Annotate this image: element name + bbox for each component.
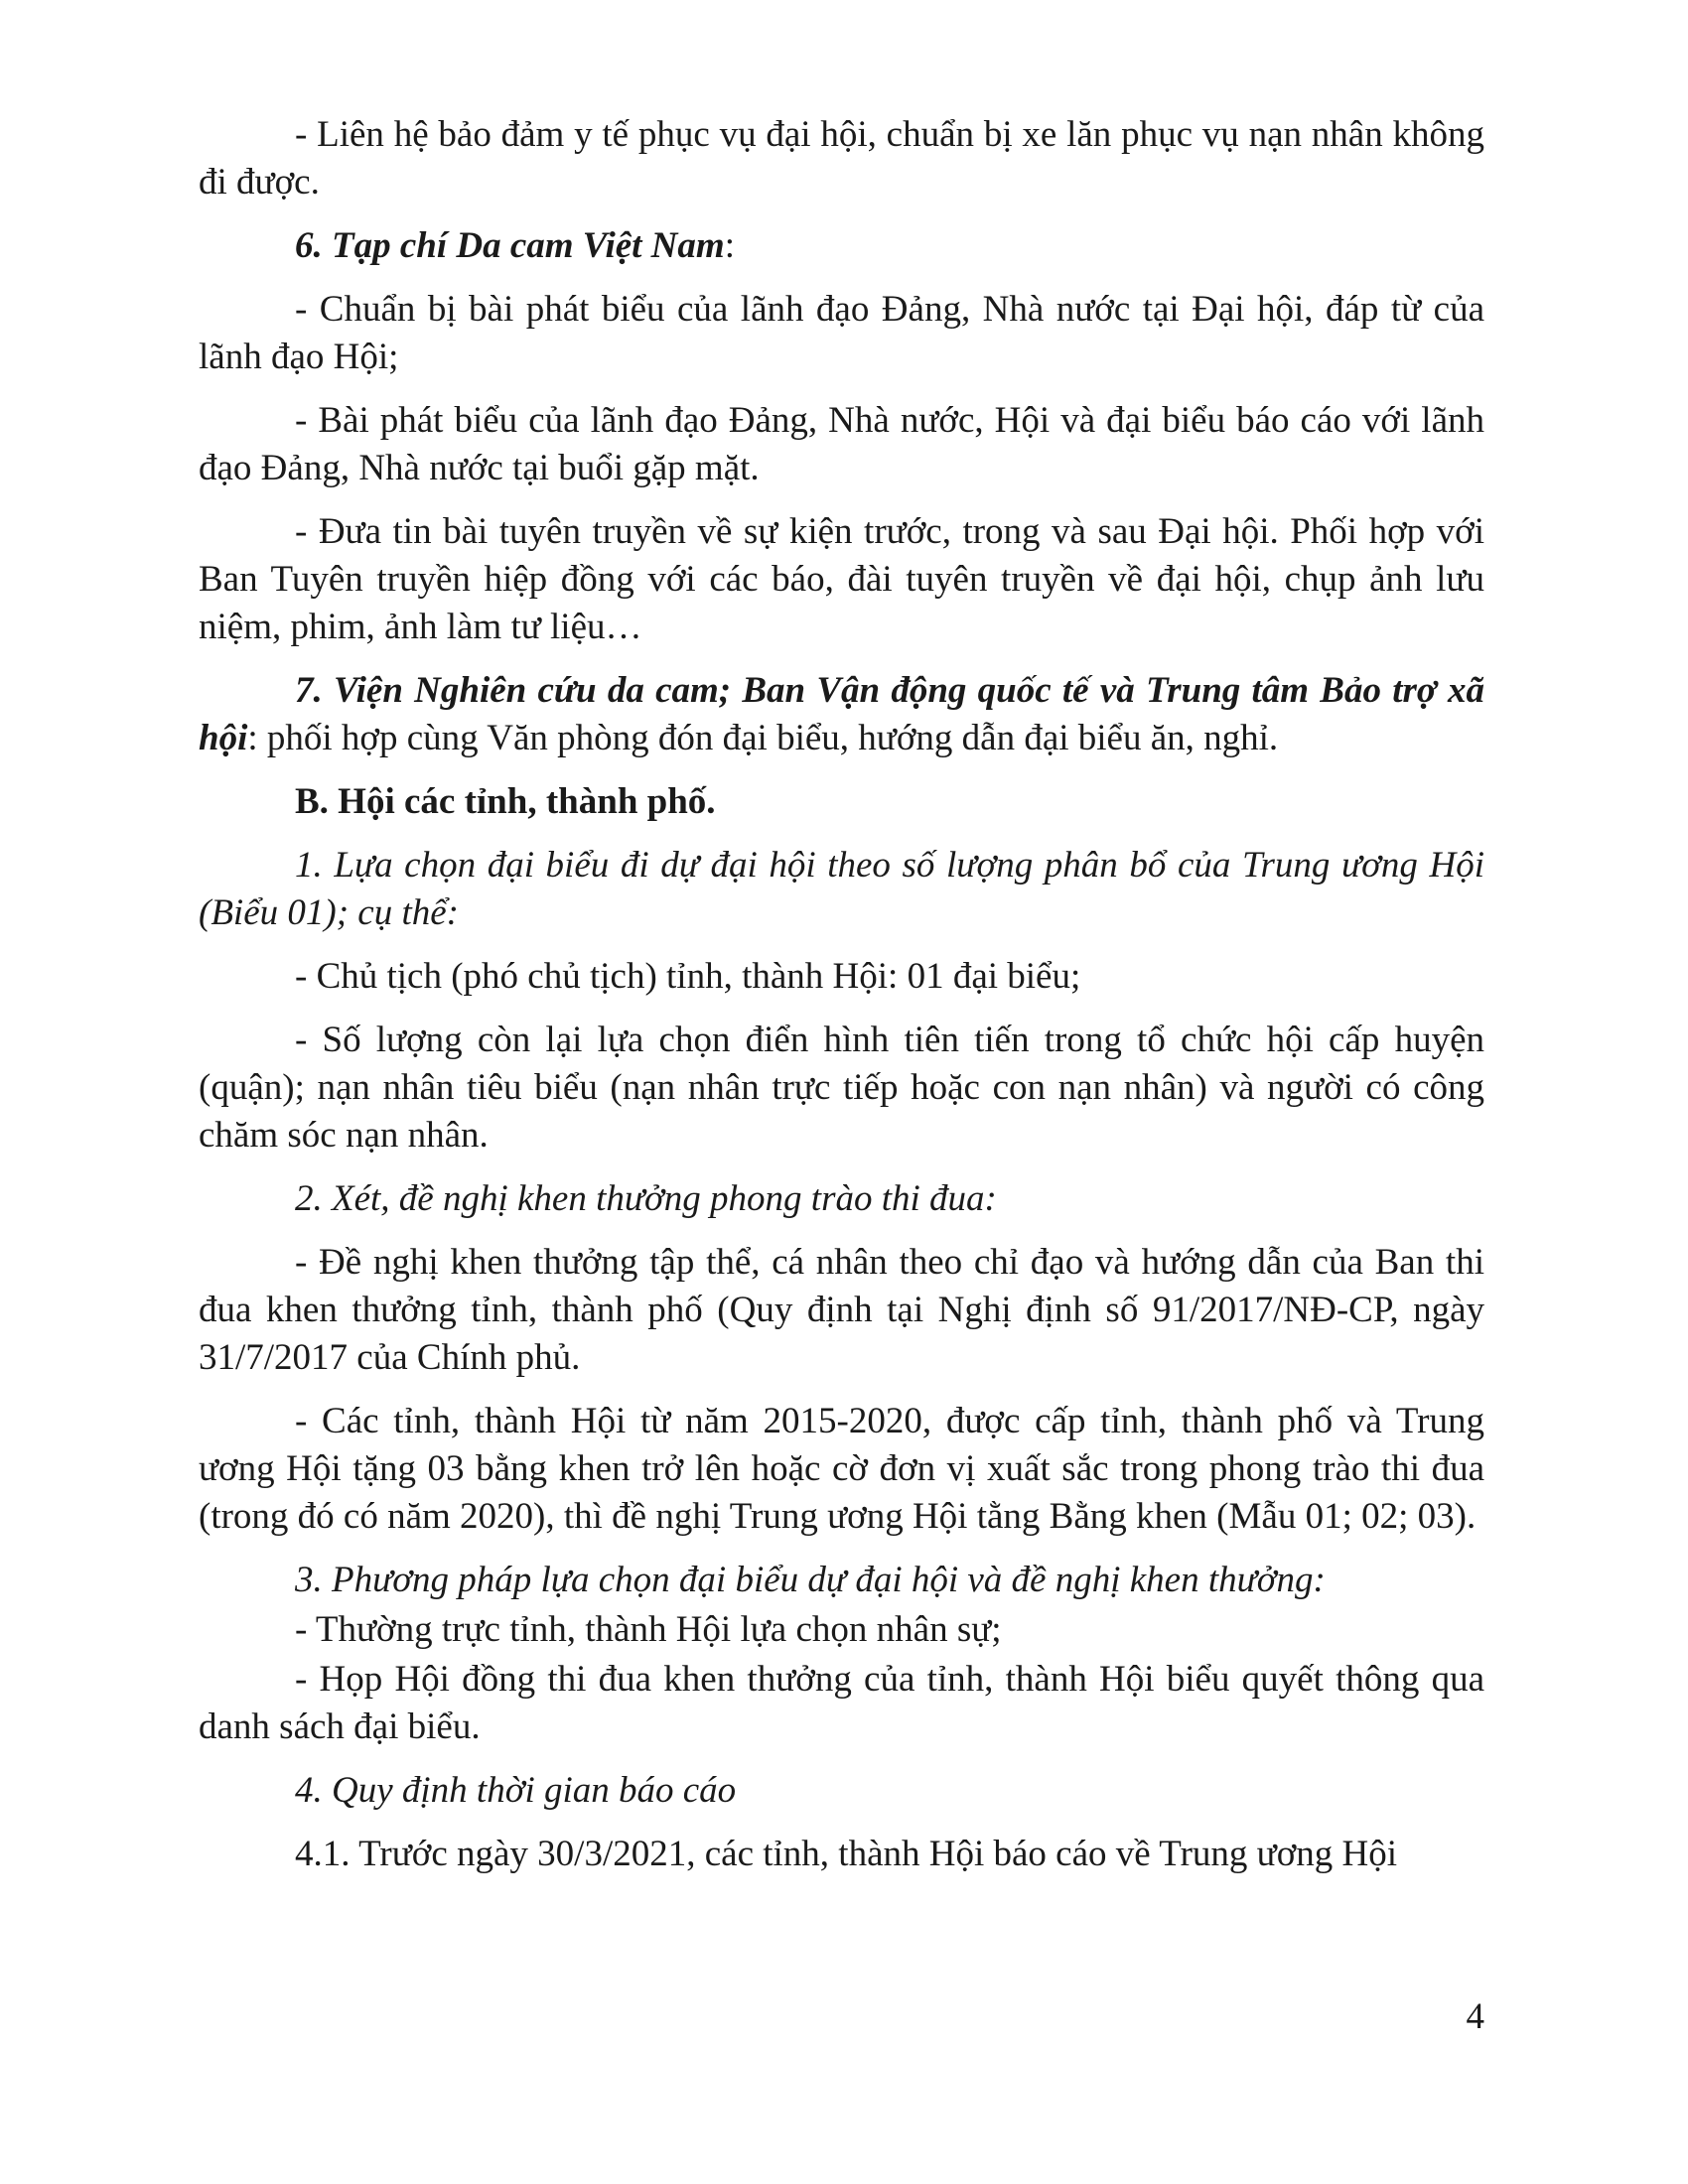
heading-da-cam-magazine: 6. Tạp chí Da cam Việt Nam: — [295, 225, 735, 266]
subheading-selection-method: 3. Phương pháp lựa chọn đại biểu dự đại hội và đề nghị khen thưởng: — [295, 1560, 1326, 1600]
paragraph-award-proposal: - Đề nghị khen thưởng tập thể, cá nhân theo chỉ đạo và hướng dẫn của Ban thi đua khen thưởng tỉnh, thành phố (Quy định tại Nghị định số 91/2017/NĐ-CP, ngày 31/7/2017 của Chính phủ. — [199, 1242, 1484, 1378]
paragraph-medical-support: - Liên hệ bảo đảm y tế phục vụ đại hội, chuẩn bị xe lăn phục vụ nạn nhân không đi được. — [199, 114, 1484, 203]
paragraph-speech-meeting: - Bài phát biểu của lãnh đạo Đảng, Nhà nước, Hội và đại biểu báo cáo với lãnh đạo Đảng, Nhà nước tại buổi gặp mặt. — [199, 400, 1484, 488]
paragraph-news-coverage: - Đưa tin bài tuyên truyền về sự kiện trước, trong và sau Đại hội. Phối hợp với Ban Tuyên truyền hiệp đồng với các báo, đài tuyên truyền về đại hội, chụp ảnh lưu niệm, phim, ảnh làm tư liệu… — [199, 511, 1484, 647]
document-page — [199, 111, 1484, 1894]
paragraph-standing-committee: - Thường trực tỉnh, thành Hội lựa chọn nhân sự; — [295, 1609, 1002, 1650]
subheading-report-deadline: 4. Quy định thời gian báo cáo — [295, 1770, 737, 1811]
section-heading-b: B. Hội các tỉnh, thành phố. — [295, 781, 716, 822]
paragraph-chairman-delegate: - Chủ tịch (phó chủ tịch) tỉnh, thành Hội: 01 đại biểu; — [295, 956, 1081, 997]
paragraph-award-criteria: - Các tỉnh, thành Hội từ năm 2015-2020, được cấp tỉnh, thành phố và Trung ương Hội tặng 03 bằng khen trở lên hoặc cờ đơn vị xuất sắc trong phong trào thi đua (trong đó có năm 2020), thì đề nghị Trung ương Hội tằng Bằng khen (Mẫu 01; 02; 03). — [199, 1401, 1484, 1537]
page-number: 4 — [1466, 1996, 1484, 2037]
heading-research-institute: 7. Viện Nghiên cứu da cam; Ban Vận động quốc tế và Trung tâm Bảo trợ xã hội: phối hợp cùng Văn phòng đón đại biểu, hướng dẫn đại biểu ăn, nghỉ. — [199, 670, 1484, 758]
paragraph-council-vote: - Họp Hội đồng thi đua khen thưởng của tỉnh, thành Hội biểu quyết thông qua danh sách đại biểu. — [199, 1659, 1484, 1747]
subheading-awards: 2. Xét, đề nghị khen thưởng phong trào thi đua: — [295, 1178, 997, 1219]
paragraph-speech-preparation: - Chuẩn bị bài phát biểu của lãnh đạo Đảng, Nhà nước tại Đại hội, đáp từ của lãnh đạo Hội; — [199, 289, 1484, 377]
paragraph-remaining-delegates: - Số lượng còn lại lựa chọn điển hình tiên tiến trong tổ chức hội cấp huyện (quận); nạn nhân tiêu biểu (nạn nhân trực tiếp hoặc con nạn nhân) và người có công chăm sóc nạn nhân. — [199, 1020, 1484, 1156]
paragraph-report-date: 4.1. Trước ngày 30/3/2021, các tỉnh, thành Hội báo cáo về Trung ương Hội — [295, 1834, 1398, 1874]
subheading-delegate-selection: 1. Lựa chọn đại biểu đi dự đại hội theo số lượng phân bổ của Trung ương Hội (Biểu 01); cụ thể: — [199, 845, 1484, 933]
